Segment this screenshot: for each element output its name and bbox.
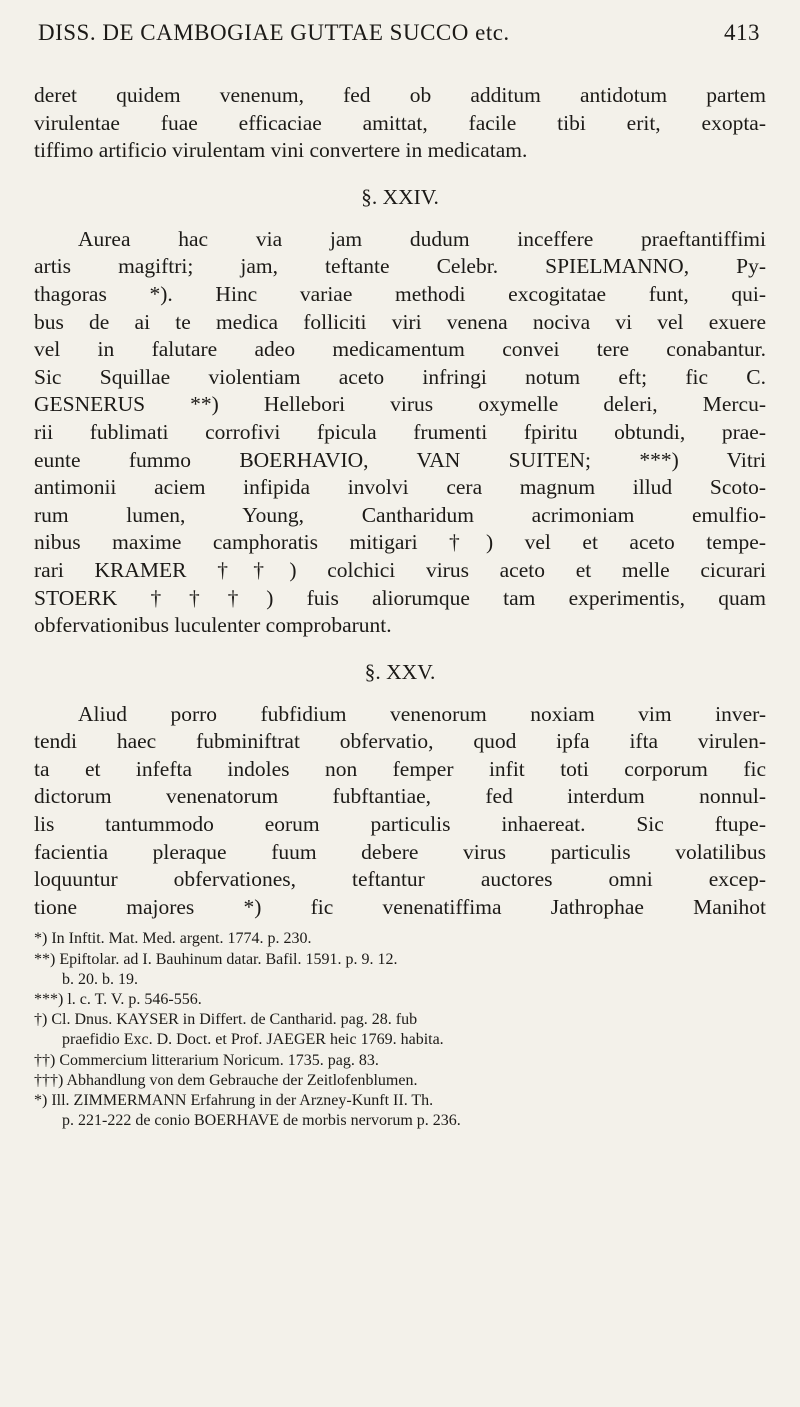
section-heading-xxiv: §. XXIV. — [361, 184, 439, 209]
text-line: obfervationibus luculenter comprobarunt. — [34, 613, 392, 638]
text-line: loquuntur obfervationes, teftantur auctores omni excep- — [34, 867, 766, 892]
footnote: †††) Abhandlung von dem Gebrauche der Zeitlofenblumen. — [34, 1071, 418, 1089]
running-header — [38, 20, 760, 46]
footnote-continuation: p. 221-222 de conio BOERHAVE de morbis nervorum p. 236. — [62, 1112, 461, 1130]
text-line: ta et infefta indoles non femper infit toti corporum fic — [34, 756, 766, 781]
page-number: 413 — [724, 20, 760, 45]
text-line: rum lumen, Young, Cantharidum acrimoniam emulfio- — [34, 502, 766, 527]
footnote: ***) l. c. T. V. p. 546-556. — [34, 991, 202, 1009]
text-line: tendi haec fubminiftrat obfervatio, quod ipfa ifta virulen- — [34, 729, 766, 754]
text-line: antimonii aciem infipida involvi cera magnum illud Scoto- — [34, 475, 766, 500]
footnote-continuation: praefidio Exc. D. Doct. et Prof. JAEGER heic 1769. habita. — [62, 1031, 444, 1049]
text-line: artis magiftri; jam, teftante Celebr. SPIELMANNO, Py- — [34, 254, 766, 279]
footnotes — [34, 929, 766, 1131]
footnote: *) Ill. ZIMMERMANN Erfahrung in der Arzney-Kunft II. Th. — [34, 1092, 434, 1110]
text-line: GESNERUS **) Hellebori virus oxymelle deleri, Mercu- — [34, 392, 766, 417]
text-line: tiffimo artificio virulentam vini convertere in medicatam. — [34, 138, 528, 163]
paragraph-xxv — [34, 701, 766, 922]
paragraph-xxiv — [34, 226, 766, 640]
footnote-continuation: b. 20. b. 19. — [62, 970, 138, 988]
text-line: Aurea hac via jam dudum inceffere praeftantiffimi — [78, 226, 766, 251]
text-line: STOERK †††) fuis aliorumque tam experimentis, quam — [34, 585, 766, 610]
text-line: rii fublimati corrofivi fpicula frumenti fpiritu obtundi, prae- — [34, 419, 766, 444]
text-line: lis tantummodo eorum particulis inhaereat. Sic ftupe- — [34, 812, 766, 837]
paragraph-continuation — [34, 82, 766, 165]
text-line: bus de ai te medica folliciti viri venena nociva vi vel exuere — [34, 309, 766, 334]
footnote: †) Cl. Dnus. KAYSER in Differt. de Cantharid. pag. 28. fub — [34, 1011, 418, 1029]
text-line: vel in falutare adeo medicamentum convei tere conabantur. — [34, 337, 766, 362]
text-line: tione majores *) fic venenatiffima Jathrophae Manihot — [34, 894, 766, 919]
text-line: rari KRAMER ††) colchici virus aceto et melle cicurari — [34, 557, 766, 582]
footnote: *) In Inftit. Mat. Med. argent. 1774. p. 230. — [34, 930, 312, 948]
text-line: nibus maxime camphoratis mitigari †) vel et aceto tempe- — [34, 530, 766, 555]
text-line: Sic Squillae violentiam aceto infringi notum eft; fic C. — [34, 364, 766, 389]
text-line: dictorum venenatorum fubftantiae, fed interdum nonnul- — [34, 784, 766, 809]
footnote: ††) Commercium litterarium Noricum. 1735. pag. 83. — [34, 1051, 379, 1069]
text-line: Aliud porro fubfidium venenorum noxiam vim inver- — [78, 701, 766, 726]
text-line: deret quidem venenum, fed ob additum antidotum partem — [34, 83, 766, 107]
text-line: virulentae fuae efficaciae amittat, facile tibi erit, exopta- — [34, 110, 766, 135]
text-line: eunte fummo BOERHAVIO, VAN SUITEN; ***) Vitri — [34, 447, 766, 472]
running-title: DISS. DE CAMBOGIAE GUTTAE SUCCO etc. — [38, 20, 510, 45]
footnote: **) Epiftolar. ad I. Bauhinum datar. Bafil. 1591. p. 9. 12. — [34, 950, 398, 968]
text-line: facientia pleraque fuum debere virus particulis volatilibus — [34, 839, 766, 864]
section-heading-xxv: §. XXV. — [364, 659, 436, 684]
text-line: thagoras *). Hinc variae methodi excogitatae funt, qui- — [34, 281, 766, 306]
